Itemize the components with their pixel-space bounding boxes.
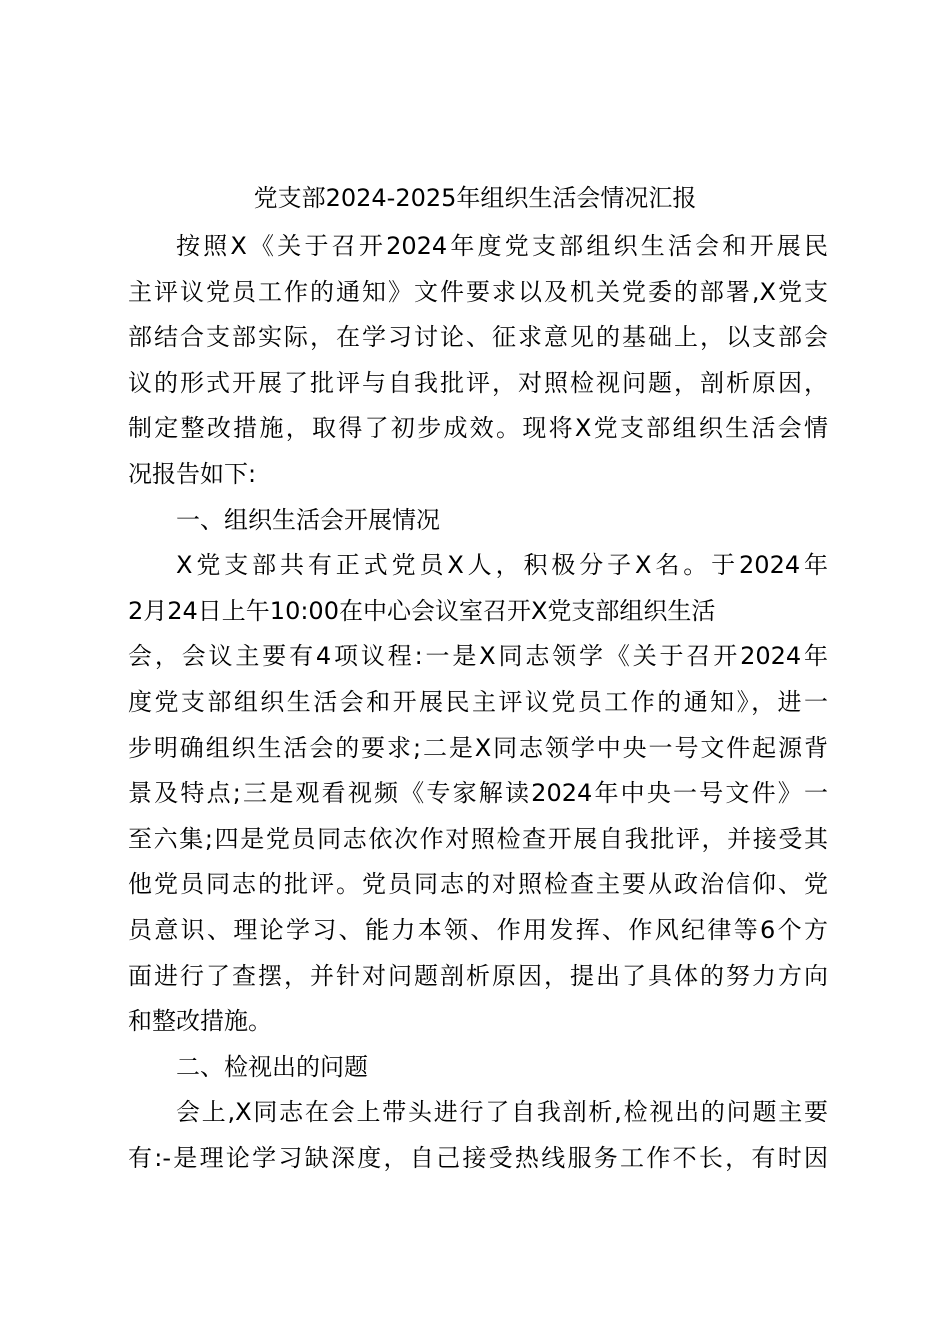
paragraph-line: 会上,X同志在会上带头进行了自我剖析,检视出的问题主要	[176, 1098, 828, 1127]
paragraph-line: 和整改措施。	[128, 1007, 272, 1036]
paragraph-line: X党支部共有正式党员X人，积极分子X名。于2024年	[176, 551, 828, 580]
document-title: 党支部2024-2025年组织生活会情况汇报	[253, 184, 697, 212]
paragraph-line: 面进行了查摆，并针对问题剖析原因，提出了具体的努力方向	[128, 961, 828, 990]
paragraph-line: 部结合支部实际，在学习讨论、征求意见的基础上，以支部会	[128, 323, 828, 352]
paragraph-line: 况报告如下:	[128, 459, 257, 488]
paragraph-line: 度党支部组织生活会和开展民主评议党员工作的通知》，进一	[128, 687, 828, 716]
section-heading: 一、组织生活会开展情况	[176, 505, 440, 534]
paragraph-line: 有:-是理论学习缺深度，自己接受热线服务工作不长，有时因	[128, 1143, 828, 1172]
paragraph-line: 按照X《关于召开2024年度党支部组织生活会和开展民	[176, 232, 828, 260]
paragraph-line: 制定整改措施，取得了初步成效。现将X党支部组织生活会情	[128, 414, 828, 443]
paragraph-line: 议的形式开展了批评与自我批评，对照检视问题，剖析原因，	[128, 368, 828, 397]
document-body	[128, 224, 828, 1181]
paragraph-line: 步明确组织生活会的要求;二是X同志领学中央一号文件起源背	[128, 733, 828, 762]
paragraph-line: 员意识、理论学习、能力本领、作用发挥、作风纪律等6个方	[128, 915, 828, 944]
paragraph-line: 2月24日上午10:00在中心会议室召开X党支部组织生活	[128, 596, 716, 625]
paragraph-line: 会，会议主要有4项议程:一是X同志领学《关于召开2024年	[128, 642, 828, 671]
paragraph-line: 景及特点;三是观看视频《专家解读2024年中央一号文件》一	[128, 779, 828, 808]
section-heading: 二、检视出的问题	[176, 1052, 368, 1081]
paragraph-line: 至六集;四是党员同志依次作对照检查开展自我批评，并接受其	[128, 824, 828, 853]
paragraph-line: 主评议党员工作的通知》文件要求以及机关党委的部署,X党支	[128, 277, 828, 306]
paragraph-line: 他党员同志的批评。党员同志的对照检查主要从政治信仰、党	[128, 870, 828, 899]
